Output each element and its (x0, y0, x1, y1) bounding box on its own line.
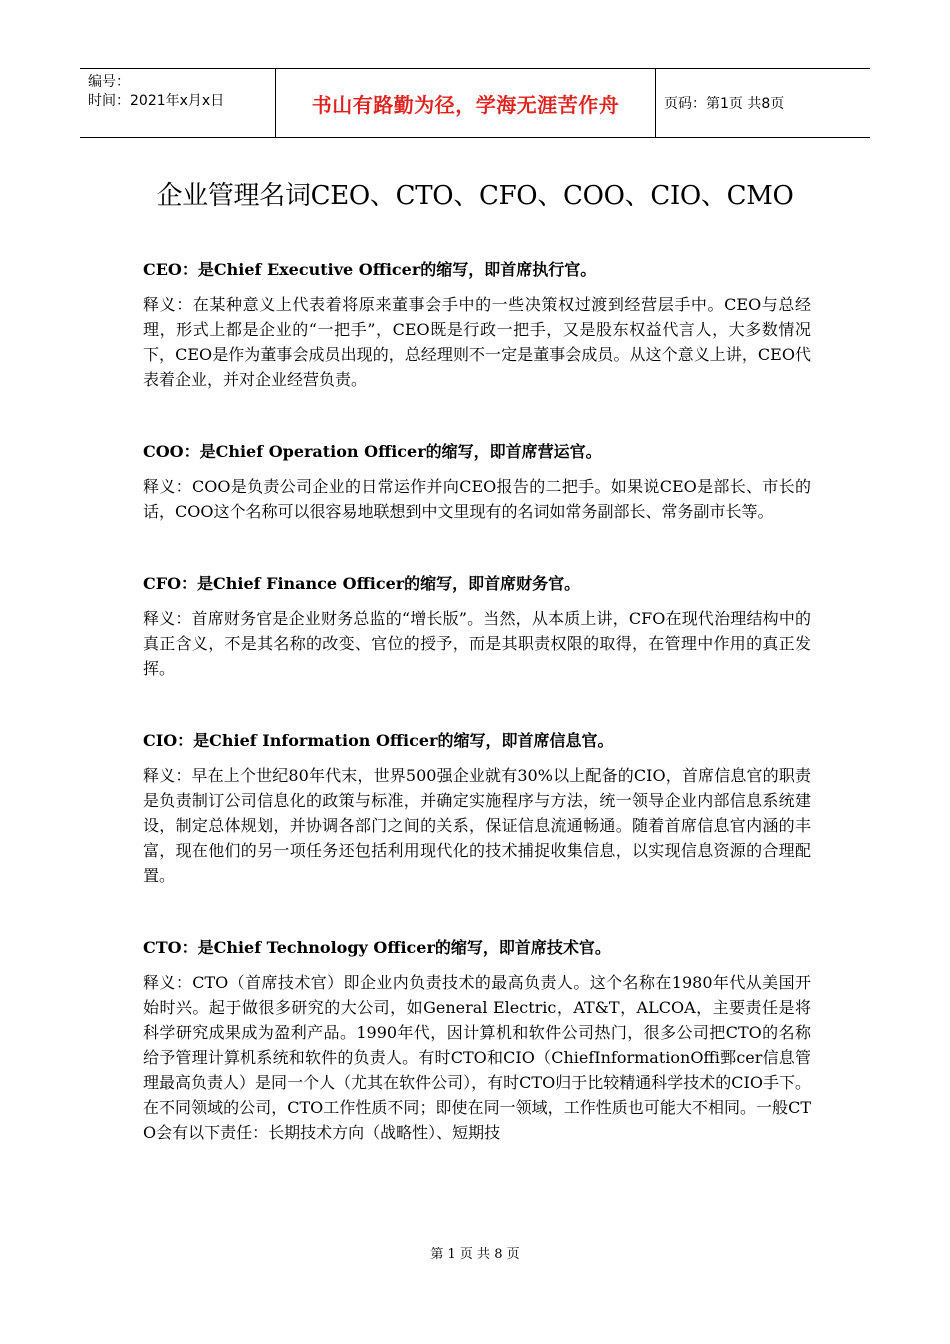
document-body (143, 258, 811, 1145)
document-title: 企业管理名词CEO、CTO、CFO、COO、CIO、CMO (156, 181, 794, 211)
page-header-table (80, 68, 870, 138)
section-paragraph: 释义：早在上个世纪80年代末，世界500强企业就有30%以上配备的CIO，首席信息官的职责是负责制订公司信息化的政策与标准，并确定实施程序与方法，统一领导企业内部信息系统建设，制定总体规划，并协调各部门之间的关系，保证信息流通畅通。随着首席信息官内涵的丰富，现在他们的另一项任务还包括利用现代化的技术捕捉收集信息，以实现信息资源的合理配置。 (143, 766, 811, 885)
section-paragraph: 释义：首席财务官是企业财务总监的“增长版”。当然，从本质上讲，CFO在现代治理结构中的真正含义，不是其名称的改变、官位的授予，而是其职责权限的取得，在管理中作用的真正发挥。 (143, 609, 811, 678)
section-paragraph: 释义：CTO（首席技术官）即企业内负责技术的最高负责人。这个名称在1980年代从美国开始时兴。起于做很多研究的大公司，如General Electric，AT&T，ALCOA，主要责任是将科学研究成果成为盈利产品。1990年代，因计算机和软件公司热门，很多公司把CTO的名称给予管理计算机系统和软件的负责人。有时CTO和CIO（ChiefInformationOffi鄄cer信息管理最高负责人）是同一个人（尤其在软件公司），有时CTO归于比较精通科学技术的CIO手下。在不同领域的公司，CTO工作性质不同；即使在同一领域，工作性质也可能大不相同。一般CTO会有以下责任：长期技术方向（战略性）、短期技 (143, 973, 811, 1142)
motto-text: 书山有路勤为径，学海无涯苦作舟 (311, 92, 620, 117)
section-cio (143, 729, 811, 888)
section-heading: CIO：是Chief Information Officer的缩写，即首席信息官。 (143, 731, 614, 750)
page-number-label: 页码：第1页 共8页 (664, 96, 785, 112)
document-number-label: 编号： (88, 74, 130, 90)
section-cto (143, 936, 811, 1145)
header-meta-cell (80, 69, 276, 137)
section-heading: CEO：是Chief Executive Officer的缩写，即首席执行官。 (143, 260, 597, 279)
section-heading: CFO：是Chief Finance Officer的缩写，即首席财务官。 (143, 574, 581, 593)
section-heading: CTO：是Chief Technology Officer的缩写，即首席技术官。 (143, 938, 611, 957)
section-heading: COO：是Chief Operation Officer的缩写，即首席营运官。 (143, 442, 602, 461)
section-paragraph: 释义：在某种意义上代表着将原来董事会手中的一些决策权过渡到经营层手中。CEO与总经理，形式上都是企业的“一把手”，CEO既是行政一把手，又是股东权益代言人，大多数情况下，CEO是作为董事会成员出现的，总经理则不一定是董事会成员。从这个意义上讲，CEO代表着企业，并对企业经营负责。 (143, 295, 811, 389)
section-coo (143, 440, 811, 524)
section-paragraph: 释义：COO是负责公司企业的日常运作并向CEO报告的二把手。如果说CEO是部长、市长的话，COO这个名称可以很容易地联想到中文里现有的名词如常务副部长、常务副市长等。 (143, 477, 811, 521)
page-footer: 第 1 页 共 8 页 (430, 1247, 520, 1262)
section-ceo (143, 258, 811, 392)
header-page-cell (656, 69, 870, 137)
header-motto-cell (276, 69, 656, 137)
section-cfo (143, 572, 811, 681)
document-date-label: 时间：2021年x月x日 (88, 93, 225, 109)
